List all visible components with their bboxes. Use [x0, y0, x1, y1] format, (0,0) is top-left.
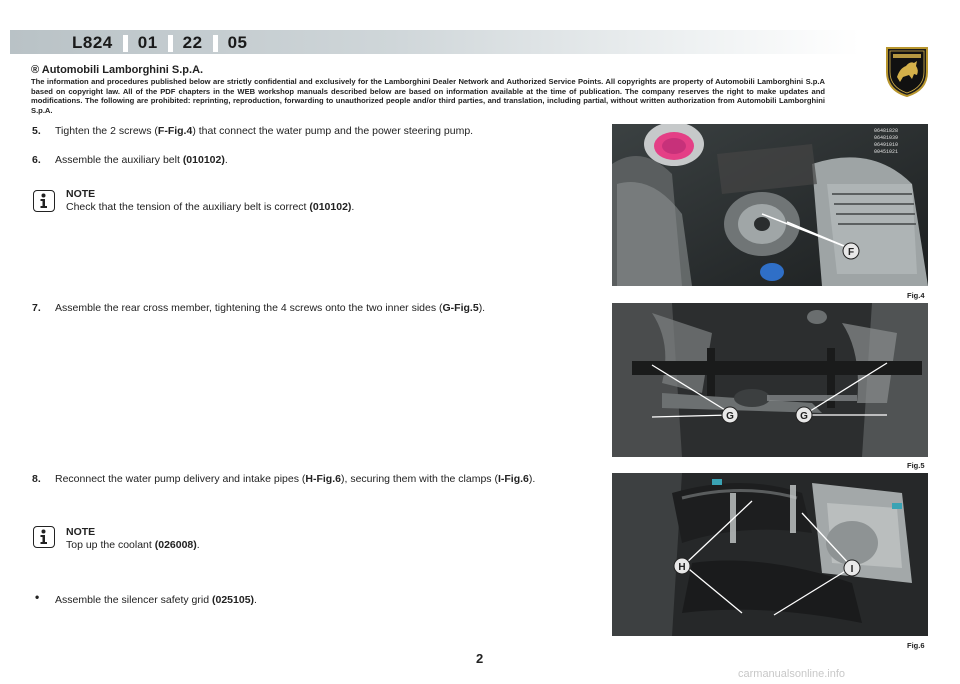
step-7 [32, 302, 485, 314]
note-coolant [66, 526, 200, 552]
code-subgroup: 22 [182, 33, 203, 52]
svg-text:06491010: 06491010 [874, 142, 899, 148]
code-separator [168, 35, 173, 52]
note-text-post: . [196, 539, 200, 551]
step-text-pre: Assemble the silencer safety grid [55, 594, 212, 606]
step-text-post: . [254, 594, 257, 606]
step-text [55, 125, 473, 137]
code-separator [123, 35, 128, 52]
step-number: 6. [32, 154, 41, 166]
figure-reference: G-Fig.5 [442, 302, 479, 314]
figure-reference: H-Fig.6 [305, 473, 341, 485]
svg-text:06481828: 06481828 [874, 128, 899, 134]
step-text-mid: ), securing them with the clamps ( [340, 473, 498, 485]
callout-g-left: G [726, 411, 734, 422]
watermark: carmanualsonline.info [738, 668, 846, 680]
svg-text:00451021: 00451021 [874, 149, 899, 155]
step-text-post: . [224, 154, 228, 166]
step-8 [32, 473, 535, 485]
note-text [66, 539, 200, 552]
step-silencer-grid [55, 594, 257, 606]
figure-5-photo [612, 303, 928, 457]
code-section: 05 [227, 33, 248, 52]
step-number: 5. [32, 125, 41, 137]
callout-h: H [678, 562, 686, 573]
step-number: 8. [32, 473, 41, 485]
note-text [66, 201, 354, 214]
figure-4-photo [612, 124, 928, 286]
procedure-reference: (026008) [154, 539, 197, 551]
step-5 [32, 125, 473, 137]
page-number: 2 [476, 651, 484, 666]
note-belt-tension [66, 188, 354, 214]
company-info [31, 64, 825, 115]
document-code [72, 33, 248, 53]
figure-6-photo [612, 473, 928, 636]
procedure-reference: (025105) [212, 594, 255, 606]
figure-5-label: Fig.5 [907, 461, 925, 470]
step-6 [32, 154, 228, 166]
step-text-pre: Assemble the auxiliary belt [55, 154, 183, 166]
step-text-post: ). [478, 302, 486, 314]
figure-reference: I-Fig.6 [497, 473, 529, 485]
code-group: 01 [137, 33, 158, 52]
info-icon [33, 526, 55, 548]
step-text-pre: Reconnect the water pump delivery and intake pipes ( [55, 473, 306, 485]
note-text-pre: Check that the tension of the auxiliary belt is correct [66, 201, 310, 213]
code-separator [213, 35, 218, 52]
code-model: L824 [72, 33, 113, 52]
callout-i: I [850, 564, 854, 575]
figure-6-label: Fig.6 [907, 641, 925, 650]
procedure-reference: (010102) [309, 201, 352, 213]
step-text [55, 594, 257, 606]
copyright-disclaimer: The information and procedures published below are strictly confidential and exclusively for the Lamborghini Dealer Network and Authorized Service Points. All copyrights are property of Automobili Lamborghini S.p.A based on copyright law. All of the PDF chapters in the WEB workshop manuals described below are based on information available at the time of publication. The company reserves the right to make updates and modifications. The following are prohibited: reprinting, reproduction, forwarding to unauthorized people and/or third parties, and translation, including partial, without written authorization from Automobili Lamborghini S.p.A. [31, 77, 825, 115]
callout-g-right: G [800, 411, 808, 422]
step-text [55, 473, 535, 485]
step-text-post: ) that connect the water pump and the power steering pump. [192, 125, 474, 137]
figure-4-label: Fig.4 [907, 291, 925, 300]
procedure-reference: (010102) [182, 154, 225, 166]
info-icon [33, 190, 55, 212]
svg-text:06481039: 06481039 [874, 135, 899, 141]
step-text-post: ). [528, 473, 536, 485]
step-number: 7. [32, 302, 41, 314]
bullet-marker: • [35, 590, 40, 604]
company-name: ® Automobili Lamborghini S.p.A. [31, 64, 204, 76]
note-title: NOTE [66, 526, 96, 538]
step-text-pre: Tighten the 2 screws ( [55, 125, 158, 137]
note-text-post: . [351, 201, 355, 213]
step-text [55, 154, 228, 166]
note-text-pre: Top up the coolant [66, 539, 155, 551]
note-title: NOTE [66, 188, 96, 200]
step-text [55, 302, 485, 314]
lamborghini-bull-shield-icon [884, 44, 930, 98]
step-text-pre: Assemble the rear cross member, tightening the 4 screws onto the two inner sides ( [55, 302, 443, 314]
figure-reference: F-Fig.4 [157, 125, 193, 137]
callout-f: F [847, 247, 855, 258]
